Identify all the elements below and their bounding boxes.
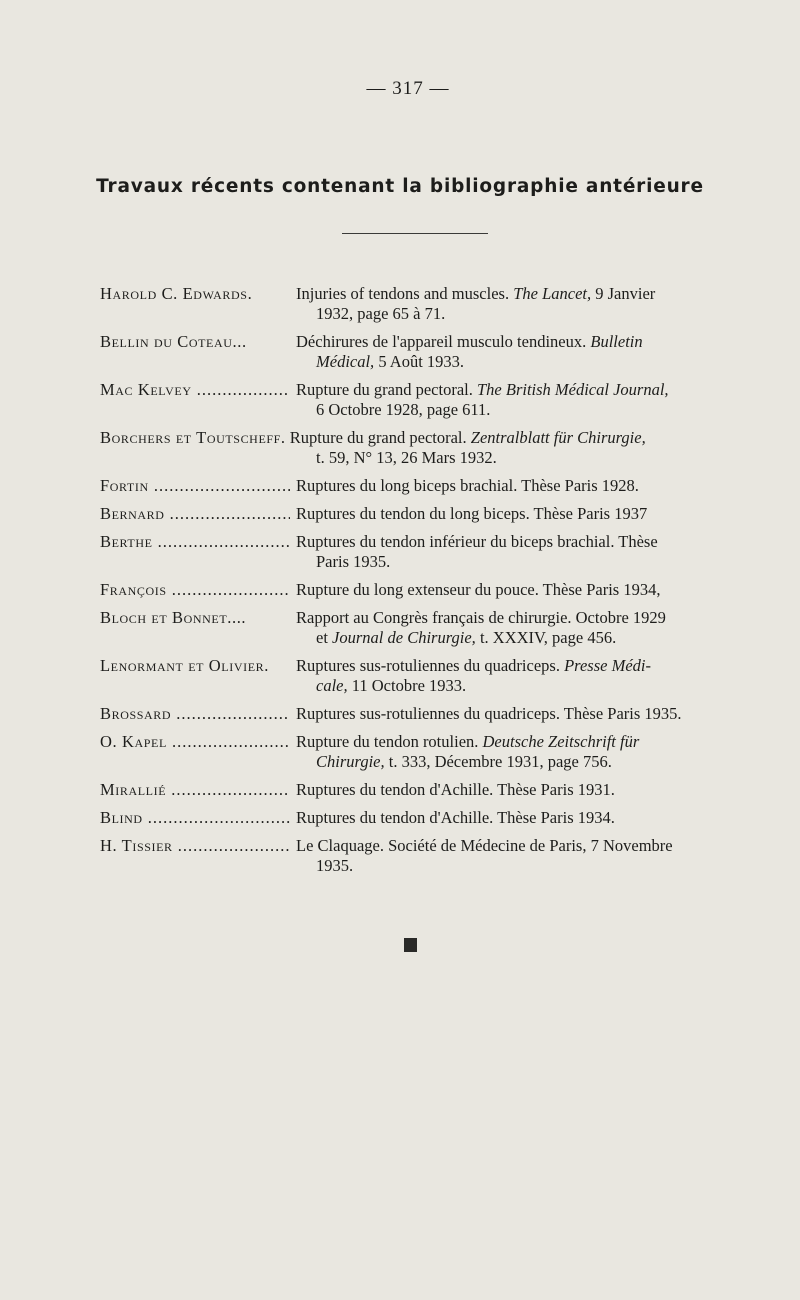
reference-continuation: 1932, page 65 à 71.: [316, 304, 446, 323]
entry-author: Bloch et Bonnet....: [100, 608, 247, 627]
reference-text: Rupture du tendon rotulien.: [296, 732, 483, 751]
reference-text: Rupture du grand pectoral.: [296, 380, 477, 399]
bibliography-entry: [100, 580, 740, 600]
entry-author: O. Kapel .....: [100, 732, 290, 752]
reference-text: Rapport au Congrès français de chirurgie. Octobre 1929: [296, 608, 666, 627]
bibliography-entry: [100, 732, 740, 772]
reference-text: Rupture du grand pectoral.: [285, 428, 471, 447]
reference-text: Ruptures du tendon inférieur du biceps brachial. Thèse: [296, 532, 658, 551]
divider-rule: [342, 233, 488, 234]
entry-reference: [296, 504, 740, 524]
reference-continuation: [296, 352, 740, 372]
reference-text: 11 Octobre 1933.: [347, 676, 467, 695]
entry-reference: [296, 780, 740, 800]
entry-reference: [296, 608, 740, 648]
bibliography-entry: [100, 808, 740, 828]
entry-reference: [296, 284, 740, 324]
journal-title: cale,: [316, 676, 348, 695]
entry-author: Borchers et Toutscheff.: [100, 428, 286, 447]
reference-text: 5 Août 1933.: [374, 352, 465, 371]
bibliography-entry: [100, 428, 740, 468]
journal-title: The Lancet,: [513, 284, 592, 303]
reference-text: Ruptures du long biceps brachial. Thèse Paris 1928.: [296, 476, 639, 495]
reference-continuation: Paris 1935.: [316, 552, 391, 571]
reference-continuation: t. 59, N° 13, 26 Mars 1932.: [316, 448, 497, 467]
entry-author: François .....: [100, 580, 290, 600]
entry-author: H. Tissier .....: [100, 836, 290, 856]
journal-title: Bulletin: [590, 332, 643, 351]
reference-text: 9 Janvier: [591, 284, 656, 303]
entry-reference: [296, 476, 740, 496]
entry-author: Brossard .....: [100, 704, 290, 724]
reference-text: Ruptures du tendon d'Achille. Thèse Paris 1931.: [296, 780, 615, 799]
journal-title: Chirurgie,: [316, 752, 385, 771]
entry-author: Lenormant et Olivier.: [100, 656, 269, 675]
reference-text: Le Claquage. Société de Médecine de Paris, 7 Novembre: [296, 836, 673, 855]
page-number: — 317 —: [366, 78, 450, 99]
bibliography-entry: [100, 608, 740, 648]
reference-text: t. 333, Décembre 1931, page 756.: [384, 752, 612, 771]
end-mark: [404, 938, 417, 952]
entry-author: Bellin du Coteau...: [100, 332, 247, 351]
bibliography-entry: [100, 836, 740, 876]
bibliography-entry: [100, 380, 740, 420]
reference-text: Déchirures de l'appareil musculo tendineux.: [296, 332, 591, 351]
bibliography-entry: [100, 656, 740, 696]
bibliography-entry: [100, 504, 740, 524]
journal-title: Médical,: [316, 352, 375, 371]
entry-reference: [296, 836, 740, 876]
section-heading: Travaux récents contenant la bibliographie antérieure: [96, 176, 704, 197]
entry-author: Mirallié .....: [100, 780, 290, 800]
entry-author: Harold C. Edwards.: [100, 284, 253, 303]
reference-text: et: [316, 628, 333, 647]
bibliography-entry: [100, 780, 740, 800]
entry-reference: [296, 704, 740, 724]
bibliography-entry: [100, 284, 740, 324]
reference-text: Ruptures sus-rotuliennes du quadriceps.: [296, 656, 565, 675]
reference-continuation: [296, 628, 740, 648]
bibliography-entry: [100, 476, 740, 496]
entry-reference: [100, 428, 740, 468]
reference-text: t. XXXIV, page 456.: [475, 628, 617, 647]
bibliography-entry: [100, 332, 740, 372]
entry-reference: [296, 808, 740, 828]
reference-text: Rupture du long extenseur du pouce. Thèse Paris 1934,: [296, 580, 661, 599]
entry-reference: [296, 332, 740, 372]
entry-reference: [296, 580, 740, 600]
entry-reference: [296, 532, 740, 572]
entry-reference: [296, 656, 740, 696]
entry-author: Blind .....: [100, 808, 290, 828]
journal-title: Presse Médi-: [564, 656, 651, 675]
entry-author: Berthe .....: [100, 532, 290, 552]
bibliography-list: [100, 284, 740, 884]
journal-title: Zentralblatt für Chirurgie,: [470, 428, 646, 447]
bibliography-entry: [100, 704, 740, 724]
journal-title: Deutsche Zeitschrift für: [482, 732, 640, 751]
reference-continuation: 1935.: [316, 856, 354, 875]
entry-author: Bernard .....: [100, 504, 290, 524]
reference-text: Ruptures du tendon d'Achille. Thèse Paris 1934.: [296, 808, 615, 827]
entry-reference: [296, 380, 740, 420]
journal-title: The British Médical Journal,: [476, 380, 669, 399]
reference-continuation: [296, 676, 740, 696]
entry-author: Fortin .....: [100, 476, 290, 496]
journal-title: Journal de Chirurgie,: [332, 628, 476, 647]
reference-text: Ruptures sus-rotuliennes du quadriceps. Thèse Paris 1935.: [296, 704, 682, 723]
bibliography-entry: [100, 532, 740, 572]
entry-author: Mac Kelvey .....: [100, 380, 290, 400]
entry-reference: [296, 732, 740, 772]
reference-text: Injuries of tendons and muscles.: [296, 284, 514, 303]
reference-text: Ruptures du tendon du long biceps. Thèse Paris 1937: [296, 504, 648, 523]
reference-continuation: [296, 752, 740, 772]
reference-continuation: 6 Octobre 1928, page 611.: [316, 400, 491, 419]
